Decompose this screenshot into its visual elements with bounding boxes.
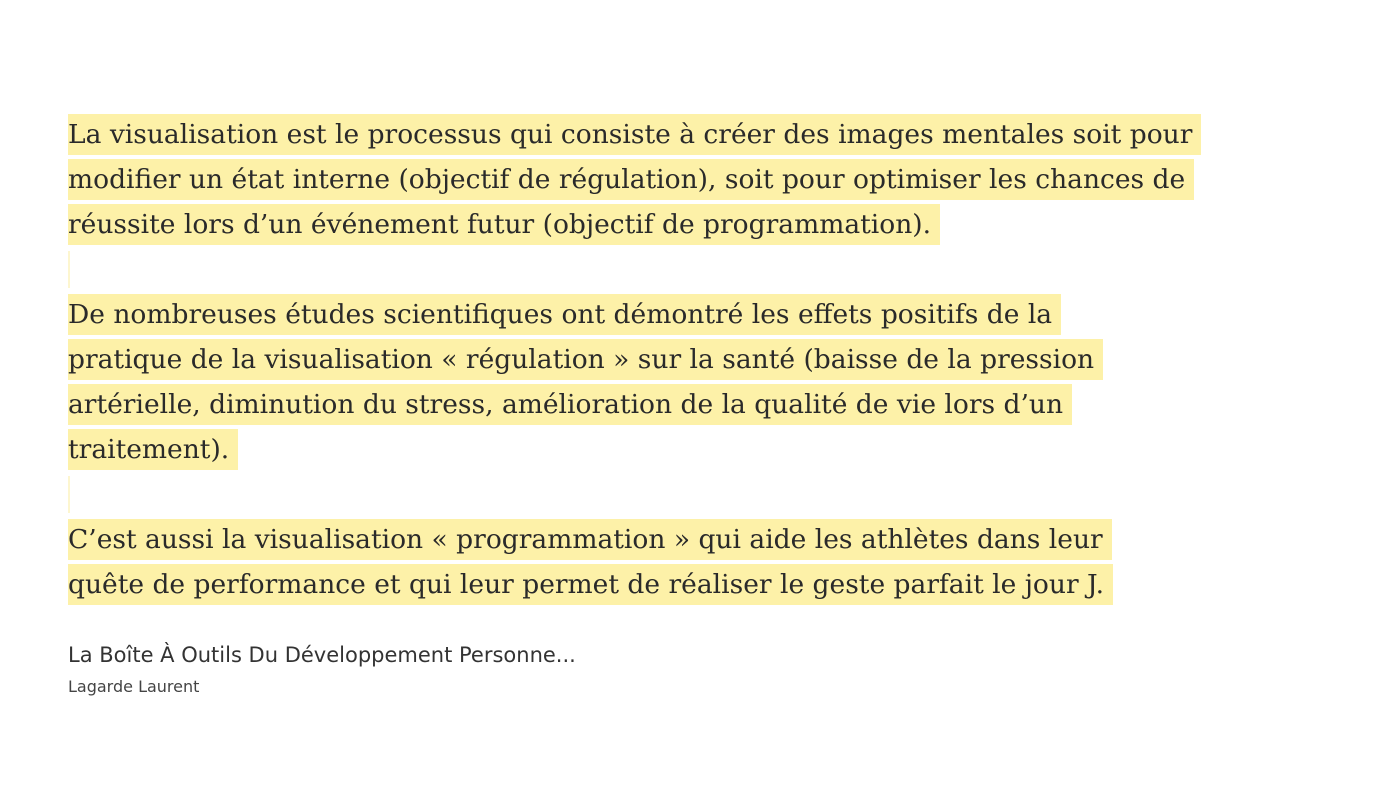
paragraph-gap — [68, 247, 1268, 292]
highlight-quote[interactable] — [68, 112, 1268, 607]
highlight-paragraph — [68, 112, 1268, 247]
highlight-paragraph — [68, 292, 1268, 472]
highlight-line: pratique de la visualisation « régulation » sur la santé (baisse de la pression — [68, 337, 1268, 382]
highlight-line: artérielle, diminution du stress, amélioration de la qualité de vie lors d’un — [68, 382, 1268, 427]
highlight-paragraph — [68, 517, 1268, 607]
highlight-line: La visualisation est le processus qui consiste à créer des images mentales soit pour — [68, 112, 1268, 157]
paragraph-gap — [68, 472, 1268, 517]
highlight-line: C’est aussi la visualisation « programmation » qui aide les athlètes dans leur — [68, 517, 1268, 562]
highlight-line: réussite lors d’un événement futur (objectif de programmation). — [68, 202, 1268, 247]
highlight-line: traitement). — [68, 427, 1268, 472]
highlight-line: quête de performance et qui leur permet de réaliser le geste parfait le jour J. — [68, 562, 1268, 607]
book-title[interactable]: La Boîte À Outils Du Développement Personne... — [68, 643, 576, 667]
highlight-line: modifier un état interne (objectif de régulation), soit pour optimiser les chances de — [68, 157, 1268, 202]
highlight-line: De nombreuses études scientifiques ont démontré les effets positifs de la — [68, 292, 1268, 337]
highlight-source[interactable] — [68, 640, 576, 698]
book-author: Lagarde Laurent — [68, 677, 200, 696]
